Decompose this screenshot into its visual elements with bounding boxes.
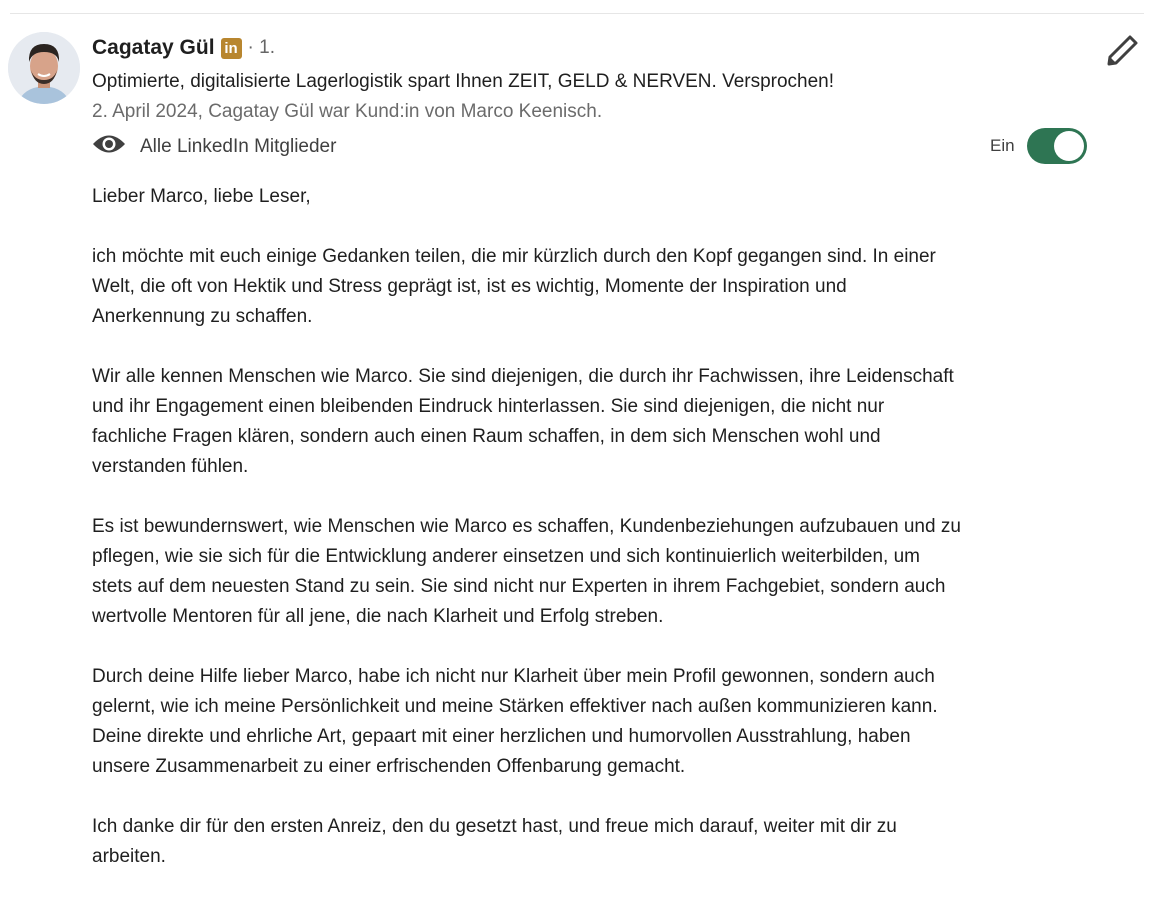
text-line: wertvolle Mentoren für all jene, die nach Klarheit und Erfolg streben.	[92, 606, 664, 627]
author-name[interactable]: Cagatay Gül	[92, 36, 215, 59]
paragraph	[92, 812, 1102, 872]
text-line: verstanden fühlen.	[92, 456, 249, 477]
text-line: und ihr Engagement einen bleibenden Eindruck hinterlassen. Sie sind diejenigen, die nicht nur	[92, 396, 885, 417]
text-line: pflegen, wie sie sich für die Entwicklung anderer einsetzen und sich kontinuierlich weiterbilden, um	[92, 546, 921, 567]
text-line: ich möchte mit euch einige Gedanken teilen, die mir kürzlich durch den Kopf gegangen sind. In einer	[92, 246, 936, 267]
text-line: Anerkennung zu schaffen.	[92, 306, 313, 327]
text-line: Ich danke dir für den ersten Anreiz, den du gesetzt hast, und freue mich darauf, weiter mit dir zu	[92, 816, 897, 837]
avatar[interactable]	[8, 32, 80, 104]
author-row	[92, 36, 275, 60]
text-line: gelernt, wie ich meine Persönlichkeit und meine Stärken effektiver nach außen kommunizieren kann.	[92, 696, 938, 717]
text-line: Deine direkte und ehrliche Art, gepaart mit einer herzlichen und humorvollen Ausstrahlung, haben	[92, 726, 911, 747]
paragraph	[92, 662, 1102, 782]
visibility-toggle[interactable]	[1027, 128, 1087, 164]
paragraph	[92, 362, 1102, 482]
edit-pencil-icon[interactable]	[1106, 33, 1140, 67]
toggle-label: Ein	[990, 136, 1015, 155]
eye-icon	[92, 133, 126, 161]
text-line: arbeiten.	[92, 846, 166, 867]
author-headline: Optimierte, digitalisierte Lagerlogistik spart Ihnen ZEIT, GELD & NERVEN. Versprochen!	[92, 71, 835, 92]
paragraph	[92, 182, 1102, 212]
visibility-setting	[92, 133, 336, 161]
visibility-label: Alle LinkedIn Mitglieder	[140, 136, 337, 157]
recommendation-text	[92, 182, 1102, 902]
connection-degree: · 1.	[247, 37, 275, 58]
text-line: Lieber Marco, liebe Leser,	[92, 186, 311, 207]
visibility-toggle-row	[990, 128, 1087, 164]
text-line: Welt, die oft von Hektik und Stress geprägt ist, ist es wichtig, Momente der Inspiration und	[92, 276, 847, 297]
text-line: Durch deine Hilfe lieber Marco, habe ich nicht nur Klarheit über mein Profil gewonnen, sondern auch	[92, 666, 935, 687]
toggle-knob	[1054, 131, 1084, 161]
divider	[10, 13, 1144, 14]
avatar-photo	[8, 32, 80, 104]
text-line: unsere Zusammenarbeit zu einer erfrischenden Offenbarung gemacht.	[92, 756, 686, 777]
linkedin-premium-icon: in	[221, 38, 242, 59]
recommendation-meta: 2. April 2024, Cagatay Gül war Kund:in von Marco Keenisch.	[92, 101, 603, 122]
text-line: fachliche Fragen klären, sondern auch einen Raum schaffen, in dem sich Menschen wohl und	[92, 426, 881, 447]
paragraph	[92, 242, 1102, 332]
text-line: Es ist bewundernswert, wie Menschen wie Marco es schaffen, Kundenbeziehungen aufzubauen und zu	[92, 516, 961, 537]
text-line: stets auf dem neuesten Stand zu sein. Sie sind nicht nur Experten in ihrem Fachgebiet, sondern auch	[92, 576, 946, 597]
text-line: Wir alle kennen Menschen wie Marco. Sie sind diejenigen, die durch ihr Fachwissen, ihre Leidenschaft	[92, 366, 954, 387]
paragraph	[92, 512, 1102, 632]
